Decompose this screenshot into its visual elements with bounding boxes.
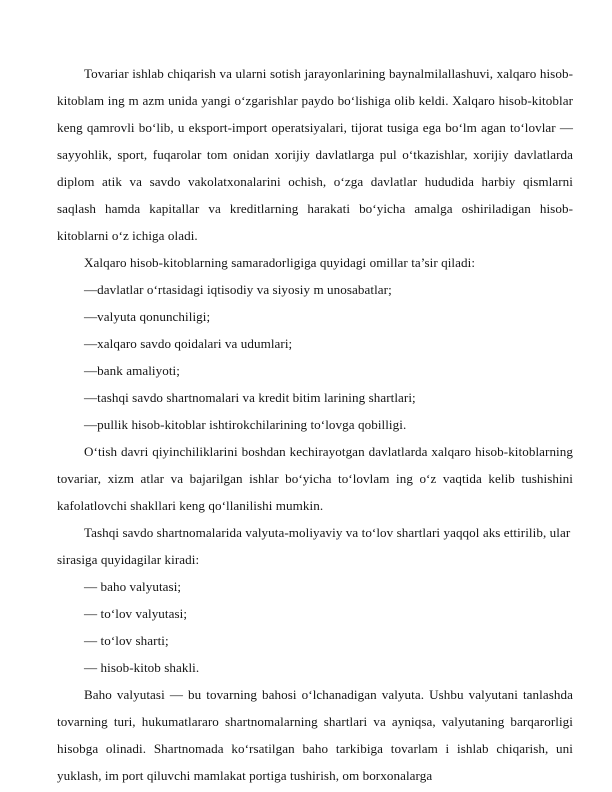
bullet-factor-5: —tashqi savdo shartnomalari va kredit bitim larining shartlari; (84, 390, 416, 405)
paragraph-intro-international-settlements: Tovariar ishlab chiqarish va ularni sotish jarayonlarining baynalmilallashuvi, xalqaro hisob-kitoblam ing m azm unida yangi o‘zgarishlar paydo bo‘lishiga olib keldi. Xalqaro hisob-kitoblar keng qamrovli bo‘lib, u eksport-import operatsiyalari, tijorat tusiga ega bo‘lm agan to‘lovlar —sayyohlik, sport, fuqarolar tom onidan xorijiy davlatlarga pul o‘tkazishlar, xorijiy davlatlarda diplom atik va savdo vakolatxonalarini ochish, o‘zga davlatlar hududida harbiy qismlarni saqlash hamda kapitallar va kreditlarning harakati bo‘yicha amalga oshiriladigan hisob-kitoblarni o‘z ichiga oladi. (57, 66, 573, 243)
paragraph-price-currency-definition: Baho valyutasi — bu tovarning bahosi o‘lchanadigan valyuta. Ushbu valyutani tanlashda tovarning turi, hukumatlararo shartnomalarning shartlari va ayniqsa, valyutaning barqarorligi hisobga olinadi. Shartnomada ko‘rsatilgan baho tarkibiga tovarlam i ishlab chiqarish, uni yuklash, im port qiluvchi mamlakat portiga tushirish, om borxonalarga (57, 687, 573, 783)
bullet-factor-1: —davlatlar o‘rtasidagi iqtisodiy va siyosiy m unosabatlar; (84, 282, 392, 297)
bullet-term-4: — hisob-kitob shakli. (84, 660, 200, 675)
bullet-factor-2: —valyuta qonunchiligi; (84, 309, 211, 324)
lead-foreign-trade-contract-terms: Tashqi savdo shartnomalarida valyuta-moliyaviy va to‘lov shartlari yaqqol aks ettirilib, ular sirasiga quyidagilar kiradi: (57, 525, 571, 567)
paragraph-transition-period: O‘tish davri qiyinchiliklarini boshdan kechirayotgan davlatlarda xalqaro hisob-kitoblarning tovariar, xizm atlar va bajarilgan ishlar bo‘yicha to‘lovlam ing o‘z vaqtida kelib tushishini kafolatlovchi shakllari keng qo‘llanilishi mumkin. (57, 444, 573, 513)
bullet-term-1: — baho valyutasi; (84, 579, 182, 594)
bullet-term-3: — to‘lov sharti; (84, 633, 169, 648)
bullet-factor-4: —bank amaliyoti; (84, 363, 180, 378)
bullet-term-2: — to‘lov valyutasi; (84, 606, 188, 621)
page-text-column (57, 60, 573, 792)
bullet-factor-3: —xalqaro savdo qoidalari va udumlari; (84, 336, 293, 351)
lead-factors-intro: Xalqaro hisob-kitoblarning samaradorligiga quyidagi omillar ta’sir qiladi: (84, 255, 476, 270)
bullet-factor-6: —pullik hisob-kitoblar ishtirokchilarining to‘lovga qobilligi. (84, 417, 407, 432)
